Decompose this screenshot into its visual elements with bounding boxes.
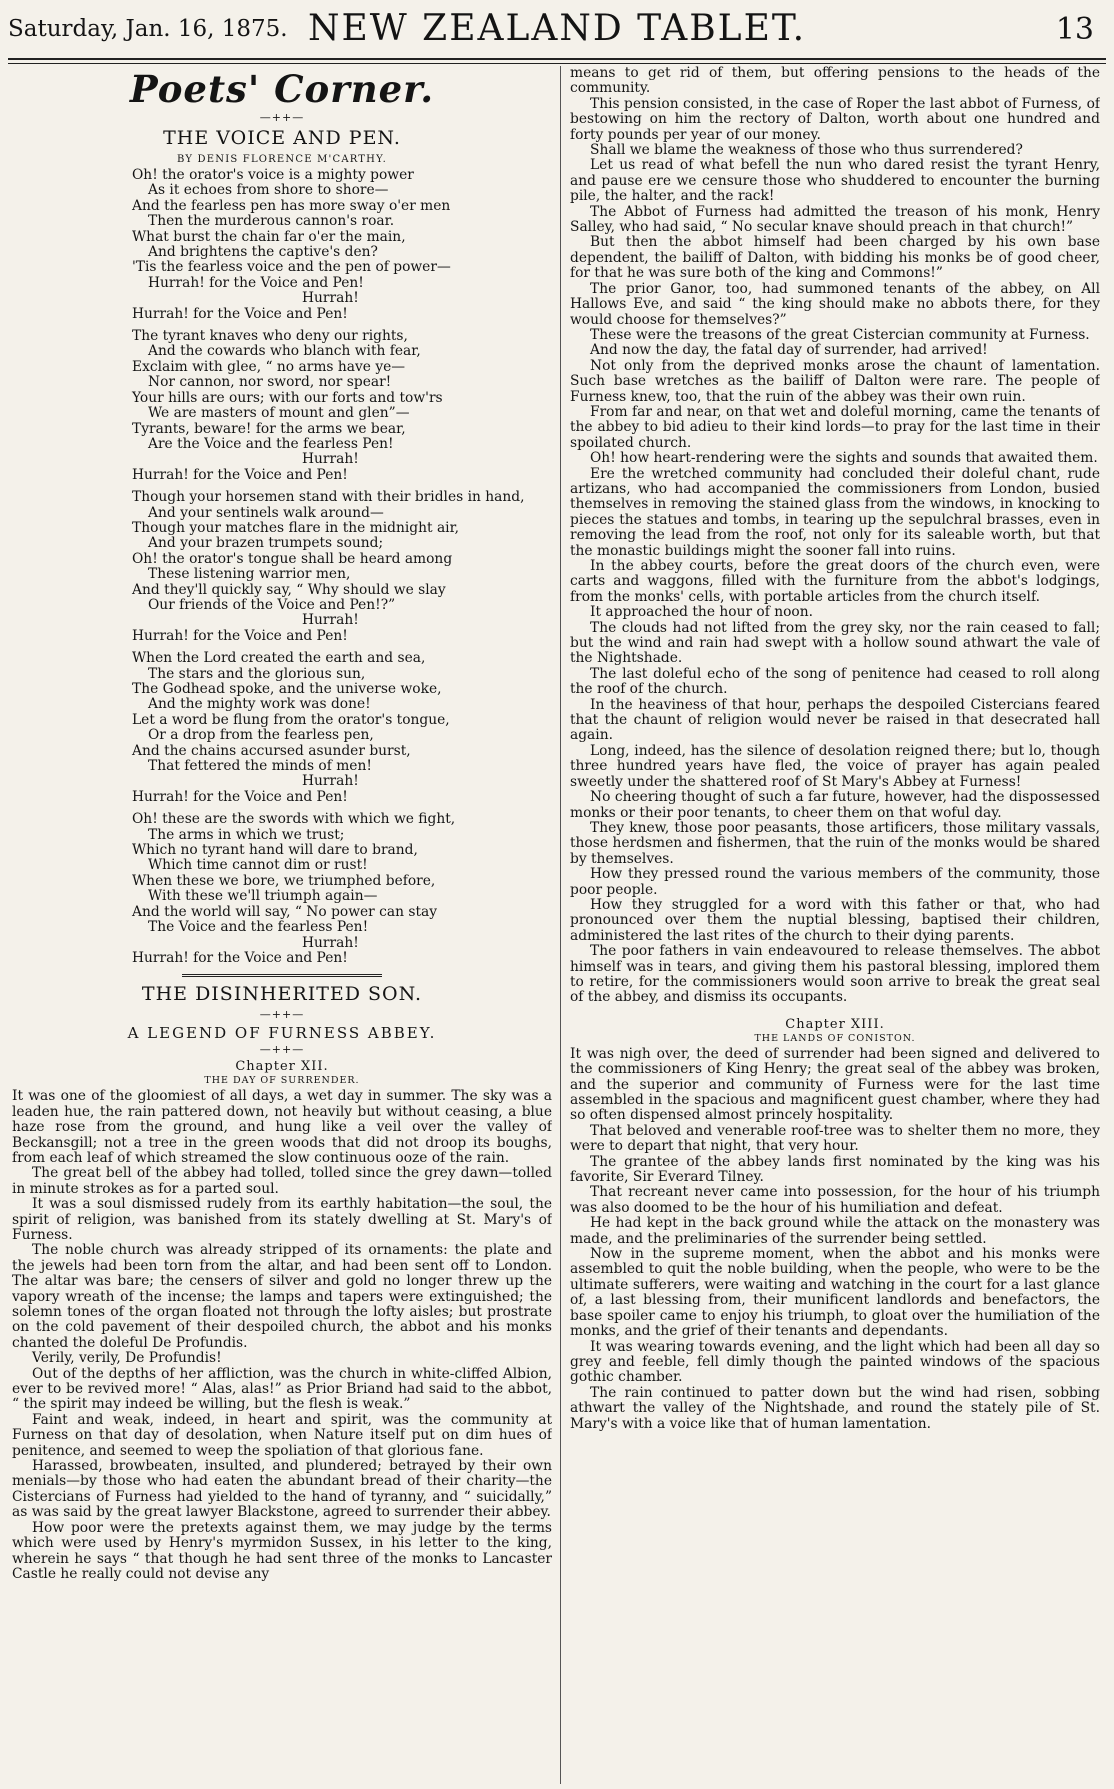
- masthead: [0, 0, 1114, 64]
- paragraph: How poor were the pretexts against them, we may judge by the terms which were used by Henry's myrmidon Sussex, in his letter to the king, wherein he says “ that though he had sent three of the monks to Lancaster Castle he really could not devise any: [12, 1519, 552, 1582]
- newspaper-title: NEW ZEALAND TABLET.: [307, 8, 807, 49]
- paragraph: Verily, verily, De Profundis!: [32, 1350, 222, 1367]
- article-body: [570, 1047, 1100, 1432]
- paragraph: The noble church was already stripped of its ornaments: the plate and the jewels had been torn from the altar, and had been sent off to London. The altar was bare; the censers of silver and gold no longer threw up the vapory wreath of the incense; the lamps and tapers were extinguished; the solemn tones of the organ floated not through the lofty aisles; but prostrate on the cold pavement of their despoiled church, the abbot and his monks chanted the doleful De Profundis.: [12, 1242, 552, 1351]
- poem-line: Hurrah! for the Voice and Pen!: [132, 788, 348, 805]
- poem-line: The arms in which we trust;: [148, 826, 345, 843]
- column-divider: [560, 66, 561, 1784]
- poem-stanza: [132, 168, 552, 322]
- paragraph: The great bell of the abbey had tolled, tolled since the grey dawn—tolled in minute strokes as for a parted soul.: [12, 1165, 552, 1197]
- paragraph: Faint and weak, indeed, in heart and spirit, was the community at Furness on that day of desolation, when Nature itself put on dim hues of penitence, and seemed to weep the spoliation of that glorious fane.: [12, 1411, 552, 1459]
- poem-line: Oh! these are the swords with which we fight,: [132, 811, 456, 828]
- poem-line: Our friends of the Voice and Pen!?”: [148, 596, 396, 613]
- paragraph: The poor fathers in vain endeavoured to release themselves. The abbot himself was in tears, and giving them his pastoral blessing, implored them to retire, for the commissioners would soon arrive to break the great seal of the abbey, and dismiss its occupants.: [570, 943, 1100, 1006]
- poem-line: Hurrah!: [302, 290, 359, 307]
- paragraph: Oh! how heart-rendering were the sights and sounds that awaited them.: [590, 450, 1098, 467]
- poem-line: Hurrah! for the Voice and Pen!: [132, 466, 348, 483]
- paragraph: The prior Ganor, too, had summoned tenants of the abbey, on All Hallows Eve, and said “ the king should make no abbots there, for they would choose for themselves?”: [570, 280, 1100, 328]
- paragraph: It was nigh over, the deed of surrender had been signed and delivered to the commissioners of King Henry; the great seal of the abbey was broken, and the superior and community of Furness were for the last time assembled in the spacious and magnificent guest chamber, where they had so often dispensed almost princely hospitality.: [570, 1045, 1100, 1124]
- poem-line: With these we'll triumph again—: [148, 888, 378, 905]
- article-body-continued: [570, 66, 1100, 1006]
- paragraph: These were the treasons of the great Cistercian community at Furness.: [590, 326, 1090, 343]
- paragraph: Now in the supreme moment, when the abbot and his monks were assembled to quit the noble building, when the people, who were to be the ultimate sufferers, were waiting and watching in the court for a last glance of, a last blessing from, their munificent landlords and benefactors, the base spoiler came to enjoy his triumph, to gloat over the humiliation of the monks, and the grief of their tenants and dependants.: [570, 1246, 1100, 1340]
- masthead-rule: [8, 58, 1106, 60]
- poem-line: Though your horsemen stand with their bridles in hand,: [132, 489, 525, 506]
- issue-date: Saturday, Jan. 16, 1875.: [8, 16, 288, 42]
- poem-line: And your sentinels walk around—: [148, 504, 384, 521]
- paragraph: In the heaviness of that hour, perhaps the despoiled Cistercians feared that the chaunt of religion would never be raised in that desecrated hall again.: [570, 696, 1100, 744]
- poem-stanza: [132, 651, 552, 805]
- paragraph: He had kept in the back ground while the attack on the monastery was made, and the preliminaries of the surrender being settled.: [570, 1215, 1100, 1247]
- poem-line: What burst the chain far o'er the main,: [132, 228, 406, 245]
- poem-line: Hurrah!: [302, 934, 359, 951]
- page-number: 13: [1055, 12, 1094, 47]
- chapter-heading: Chapter XIII.: [785, 1016, 885, 1032]
- poem-line: Hurrah!: [302, 773, 359, 790]
- poem-line: Hurrah! for the Voice and Pen!: [132, 949, 348, 966]
- paragraph: In the abbey courts, before the great doors of the church even, were carts and waggons, filled with the furniture from the abbot's lodgings, from the monks' cells, with portable articles from the church itself.: [570, 558, 1100, 605]
- poem-line: When these we bore, we triumphed before,: [132, 872, 436, 889]
- poem-line: Are the Voice and the fearless Pen!: [148, 435, 394, 452]
- poem-line: As it echoes from shore to shore—: [148, 182, 389, 199]
- paragraph: Ere the wretched community had concluded their doleful chant, rude artizans, who had accompanied the commissioners from London, busied themselves in removing the stained glass from the windows, in knocking to pieces the statues and tombs, in tearing up the sepulchral brasses, even in removing the lead from the roof, not only for its saleable worth, but that the monastic buildings might the sooner fall into ruins.: [570, 465, 1100, 559]
- poem-line: Or a drop from the fearless pen,: [148, 727, 374, 744]
- poem-stanza: [132, 329, 552, 483]
- poem-line: And they'll quickly say, “ Why should we slay: [132, 581, 446, 598]
- paragraph: Long, indeed, has the silence of desolation reigned there; but lo, though three hundred years have fled, the voice of prayer has again pealed sweetly under the shattered roof of St Mary's Abbey at Furness!: [570, 742, 1100, 790]
- poem-line: These listening warrior men,: [148, 566, 351, 583]
- poem-line: The stars and the glorious sun,: [148, 665, 366, 682]
- paragraph: How they struggled for a word with this father or that, who had pronounced over them the nuptial blessing, baptised their children, administered the last rites of the church to their dying parents.: [570, 896, 1100, 944]
- poem-stanza: [132, 812, 552, 966]
- poem-line: And the chains accursed asunder burst,: [132, 742, 411, 759]
- poem-line: Oh! the orator's voice is a mighty power: [132, 167, 414, 183]
- poem-line: Let a word be flung from the orator's tongue,: [132, 711, 450, 728]
- story-subtitle: A LEGEND OF FURNESS ABBEY.: [127, 1024, 437, 1043]
- poem-line: Which no tyrant hand will dare to brand,: [132, 842, 418, 859]
- poem-line: Hurrah! for the Voice and Pen!: [132, 627, 348, 644]
- paragraph: That recreant never came into possession, for the hour of his triumph was also doomed to be the hour of his humiliation and defeat.: [570, 1184, 1100, 1216]
- paragraph: They knew, those poor peasants, those artificers, those military vassals, those herdsmen and fishermen, that the ruin of the monks would be shared by themselves.: [570, 819, 1100, 867]
- poem-line: Oh! the orator's tongue shall be heard among: [132, 550, 453, 567]
- paragraph: But then the abbot himself had been charged by his own base dependent, the bailiff of Dalton, with bidding his monks be of good cheer, for that he was sure both of the king and Commons!”: [570, 234, 1100, 282]
- paragraph: Out of the depths of her affliction, was the church in white-cliffed Albion, ever to be revived more! “ Alas, alas!” as Prior Briand had said to the abbot, “ the spirit may indeed be willing, but the flesh is weak.”: [12, 1365, 552, 1413]
- paragraph: means to get rid of them, but offering pensions to the heads of the community.: [570, 66, 1100, 97]
- poem-line: Which time cannot dim or rust!: [148, 857, 368, 874]
- right-column: [570, 66, 1100, 1786]
- poem-line: And the mighty work was done!: [148, 696, 371, 713]
- poem-line: And the fearless pen has more sway o'er men: [132, 197, 451, 214]
- poem-byline: BY DENIS FLORENCE M'CARTHY.: [177, 154, 387, 165]
- paragraph: It was wearing towards evening, and the light which had been all day so grey and feeble, fell dimly though the painted windows of the spacious gothic chamber.: [570, 1338, 1100, 1386]
- poem-line: The Godhead spoke, and the universe woke,: [132, 681, 442, 697]
- section-heading: Poets' Corner.: [129, 67, 435, 111]
- poem-line: Then the murderous cannon's roar.: [148, 213, 395, 230]
- poem: [132, 168, 552, 966]
- paragraph: It approached the hour of noon.: [590, 604, 814, 621]
- poem-line: 'Tis the fearless voice and the pen of power—: [132, 259, 451, 276]
- left-column: [12, 66, 552, 1786]
- poem-line: The tyrant knaves who deny our rights,: [132, 328, 408, 345]
- poem-line: And brightens the captive's den?: [148, 244, 378, 261]
- ornament: —++—: [259, 1043, 305, 1057]
- poem-stanza: [132, 490, 552, 644]
- section-divider: [182, 974, 382, 977]
- paragraph: The clouds had not lifted from the grey sky, nor the rain ceased to fall; but the wind and rain had swept with a hollow sound athwart the vale of the Nightshade.: [570, 619, 1100, 667]
- article-body: [12, 1089, 552, 1582]
- poem-line: When the Lord created the earth and sea,: [132, 650, 426, 667]
- paragraph: From far and near, on that wet and doleful morning, came the tenants of the abbey to bid adieu to their kind lords—to pray for the last time in their spoilated church.: [570, 403, 1100, 451]
- poem-line: And the cowards who blanch with fear,: [148, 343, 421, 360]
- poem-line: Nor cannon, nor sword, nor spear!: [148, 374, 392, 391]
- poem-line: And your brazen trumpets sound;: [148, 535, 384, 552]
- poem-title: THE VOICE AND PEN.: [163, 127, 401, 149]
- poem-line: Tyrants, beware! for the arms we bear,: [132, 420, 406, 437]
- masthead-rule-thin: [8, 63, 1106, 64]
- poem-line: The Voice and the fearless Pen!: [148, 919, 369, 936]
- paragraph: It was a soul dismissed rudely from its earthly habitation—the soul, the spirit of religion, was banished from its stately dwelling at St. Mary's of Furness.: [12, 1196, 552, 1243]
- paragraph: How they pressed round the various members of the community, those poor people.: [570, 866, 1100, 898]
- poem-line: And the world will say, “ No power can stay: [132, 903, 438, 920]
- paragraph: And now the day, the fatal day of surrender, had arrived!: [590, 342, 988, 359]
- poem-line: Hurrah! for the Voice and Pen!: [132, 305, 348, 322]
- ornament: —++—: [259, 111, 305, 124]
- poem-line: Though your matches flare in the midnight air,: [132, 519, 460, 536]
- chapter-subheading: THE LANDS OF CONISTON.: [754, 1032, 916, 1044]
- paragraph: Shall we blame the weakness of those who thus surrendered?: [590, 142, 1023, 159]
- paragraph: The last doleful echo of the song of penitence had ceased to roll along the roof of the church.: [570, 665, 1100, 698]
- poem-line: That fettered the minds of men!: [148, 758, 372, 775]
- chapter-heading: Chapter XII.: [235, 1059, 329, 1075]
- ornament: —++—: [259, 1008, 305, 1022]
- poem-line: Hurrah!: [302, 612, 359, 629]
- paragraph: The grantee of the abbey lands first nominated by the king was his favorite, Sir Everard Tilney.: [570, 1153, 1100, 1186]
- paragraph: No cheering thought of such a far future, however, had the dispossessed monks or their poor tenants, to cheer them on that woful day.: [570, 789, 1100, 821]
- poem-line: Hurrah!: [302, 451, 359, 468]
- paragraph: Let us read of what befell the nun who dared resist the tyrant Henry, and pause ere we censure those who shuddered to encounter the burning pile, the halter, and the rack!: [570, 157, 1100, 205]
- story-title: THE DISINHERITED SON.: [141, 983, 423, 1006]
- paragraph: Harassed, browbeaten, insulted, and plundered; betrayed by their own menials—by those who had eaten the abundant bread of their charity—the Cistercians of Furness had yielded to the hand of tyranny, and “ suicidally,” as was said by the great lawyer Blackstone, agreed to surrender their abbey.: [12, 1458, 552, 1521]
- paragraph: The Abbot of Furness had admitted the treason of his monk, Henry Salley, who had said, “ No secular knave should preach in that church!”: [570, 203, 1100, 236]
- paragraph: This pension consisted, in the case of Roper the last abbot of Furness, of bestowing on him the rectory of Dalton, worth about one hundred and forty pounds per year of our money.: [570, 95, 1100, 143]
- paragraph: It was one of the gloomiest of all days, a wet day in summer. The sky was a leaden hue, the rain pattered down, not heavily but without ceasing, a blue haze rose from the ground, and hung like a veil over the valley of Beckansgill; not a tree in the green woods that did not droop its boughs, from each leaf of which streamed the slow continuous ooze of the rain.: [12, 1088, 552, 1166]
- paragraph: Not only from the deprived monks arose the chaunt of lamentation. Such base wretches as the bailiff of Dalton were rare. The people of Furness knew, too, that the ruin of the abbey was their own ruin.: [570, 357, 1100, 405]
- poem-line: We are masters of mount and glen”—: [148, 405, 410, 422]
- poem-line: Exclaim with glee, “ no arms have ye—: [132, 358, 406, 375]
- paragraph: The rain continued to patter down but the wind had risen, sobbing athwart the valley of the Nightshade, and round the stately pile of St. Mary's with a voice like that of human lamentation.: [570, 1384, 1100, 1432]
- paragraph: That beloved and venerable roof-tree was to shelter them no more, they were to depart that night, that very hour.: [570, 1122, 1100, 1155]
- poem-line: Hurrah! for the Voice and Pen!: [148, 274, 364, 291]
- poem-line: Your hills are ours; with our forts and tow'rs: [132, 389, 443, 406]
- chapter-subheading: THE DAY OF SURRENDER.: [204, 1075, 360, 1087]
